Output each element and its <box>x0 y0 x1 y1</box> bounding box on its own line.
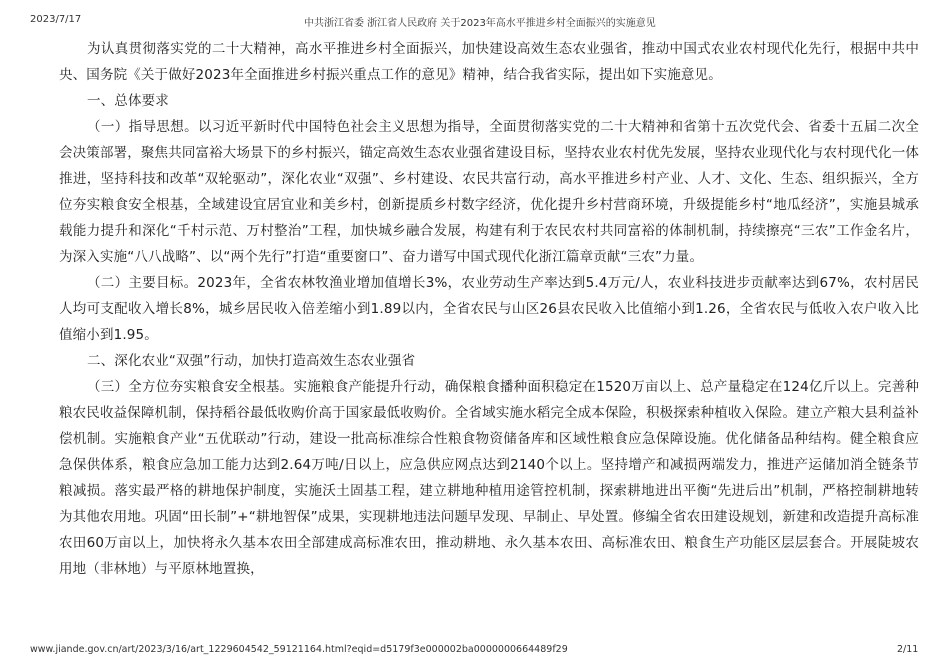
page-number: 2/11 <box>897 644 919 655</box>
intro-paragraph: 为认真贯彻落实党的二十大精神，高水平推进乡村全面振兴，加快建设高效生态农业强省，推动中国式农业农村现代化先行，根据中共中央、国务院《关于做好2023年全面推进乡村振兴重点工作的意见》精神，结合我省实际，提出如下实施意见。 <box>59 41 919 83</box>
document-body <box>59 36 919 582</box>
section-heading-agriculture: 二、深化农业“双强”行动，加快打造高效生态农业强省 <box>87 353 416 369</box>
page-url: www.jiande.gov.cn/art/2023/3/16/art_1229604542_59121164.html?eqid=d5179f3e000002ba0000000664489f29 <box>30 644 568 655</box>
section-heading-general-requirements: 一、总体要求 <box>87 93 169 109</box>
print-date: 2023/7/17 <box>30 14 82 25</box>
food-security-paragraph: （三）全方位夯实粮食安全根基。实施粮食产能提升行动，确保粮食播种面积稳定在1520万亩以上、总产量稳定在124亿斤以上。完善种粮农民收益保障机制，保持稻谷最低收购价高于国家最低收购价。全省域实施水稻完全成本保险，积极探索种植收入保险。建立产粮大县利益补偿机制。实施粮食产业“五优联动”行动，建设一批高标准综合性粮食物资储备库和区域性粮食应急保障设施。优化储备品种结构。健全粮食应急保供体系，粮食应急加工能力达到2.64万吨/日以上，应急供应网点达到2140个以上。坚持增产和减损两端发力，推进产运储加消全链条节粮减损。落实最严格的耕地保护制度，实施沃土固基工程，建立耕地种植用途管控机制，探索耕地进出平衡“先进后出”机制，严格控制耕地转为其他农用地。巩固“田长制”+“耕地智保”成果，实现耕地违法问题早发现、早制止、早处置。修编全省农田建设规划，新建和改造提升高标准农田60万亩以上，加快将永久基本农田全部建成高标准农田，推动耕地、永久基本农田、高标准农田、粮食生产功能区层层套合。开展陡坡农用地（非林地）与平原林地置换， <box>59 379 919 577</box>
document-title: 中共浙江省委 浙江省人民政府 关于2023年高水平推进乡村全面振兴的实施意见 <box>304 18 656 29</box>
guiding-ideology-paragraph: （一）指导思想。以习近平新时代中国特色社会主义思想为指导，全面贯彻落实党的二十大精神和省第十五次党代会、省委十五届二次全会决策部署，聚焦共同富裕大场景下的乡村振兴，锚定高效生态农业强省建设目标，坚持农业农村优先发展，坚持农业现代化与农村现代化一体推进，坚持科技和改革“双轮驱动”，深化农业“双强”、乡村建设、农民共富行动，高水平推进乡村产业、人才、文化、生态、组织振兴，全方位夯实粮食安全根基，全域建设宜居宜业和美乡村，创新提质乡村数字经济，优化提升乡村营商环境，升级提能乡村“地瓜经济”，实施县城承载能力提升和深化“千村示范、万村整治”工程，加快城乡融合发展，构建有利于农民农村共同富裕的体制机制，持续擦亮“三农”工作金名片，为深入实施“八八战略”、以“两个先行”打造“重要窗口”、奋力谱写中国式现代化浙江篇章贡献“三农”力量。 <box>59 119 919 265</box>
main-targets-paragraph: （二）主要目标。2023年，全省农林牧渔业增加值增长3%，农业劳动生产率达到5.4万元/人，农业科技进步贡献率达到67%，农村居民人均可支配收入增长8%，城乡居民收入倍差缩小到1.89以内，全省农民与山区26县农民收入比值缩小到1.26，全省农民与低收入农户收入比值缩小到1.95。 <box>59 275 919 343</box>
